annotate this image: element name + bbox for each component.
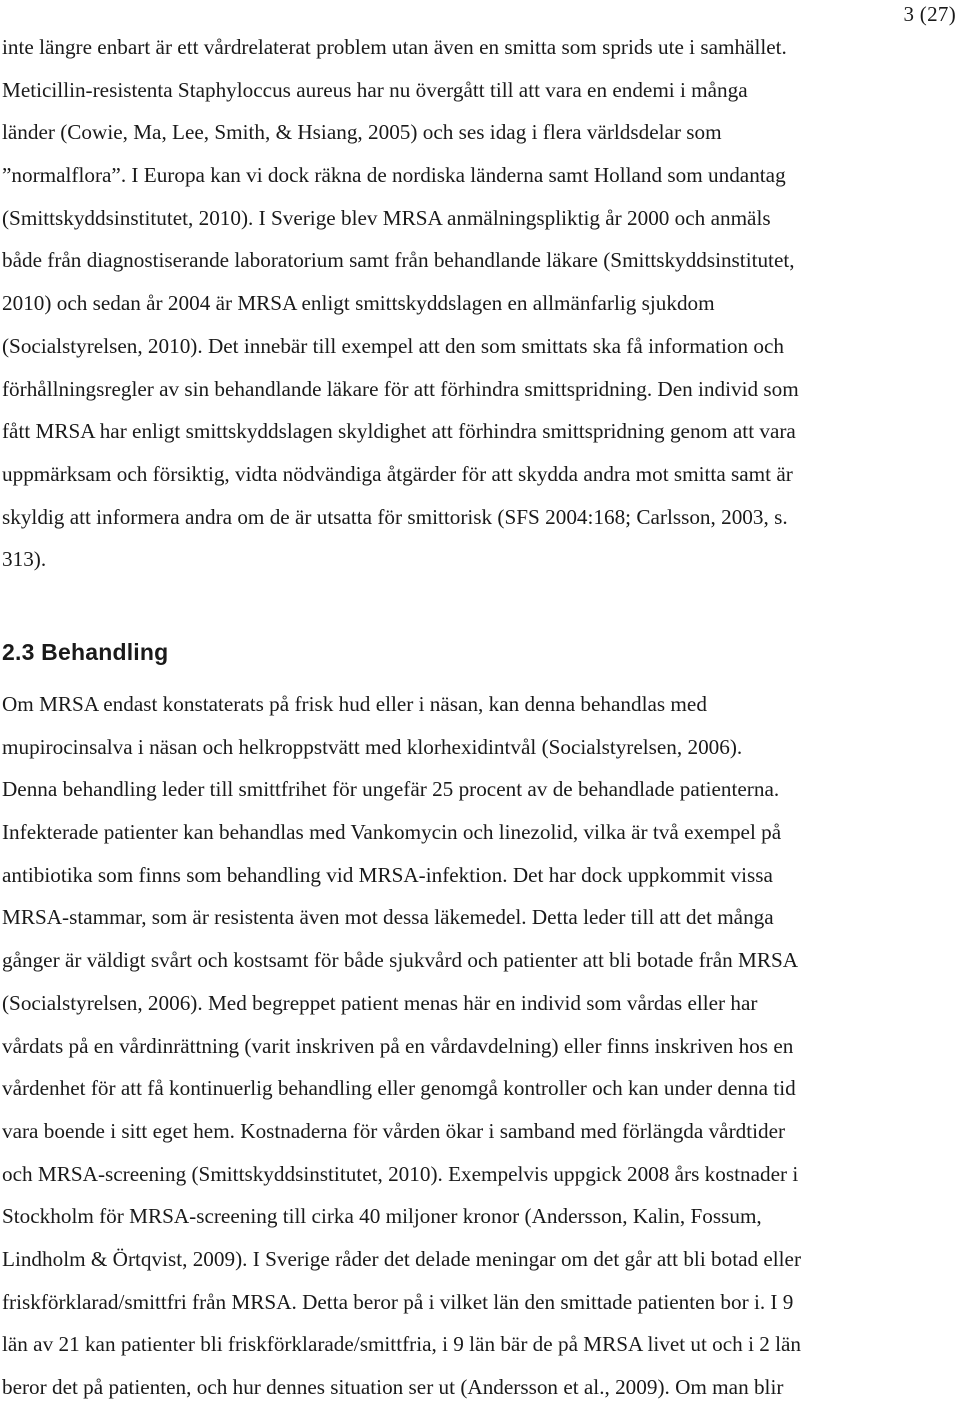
text-line: beror det på patienten, och hur dennes situation ser ut (Andersson et al., 2009). Om man blir: [2, 1375, 784, 1399]
text-line: MRSA-stammar, som är resistenta även mot dessa läkemedel. Detta leder till att det många: [2, 905, 774, 930]
section-heading: 2.3 Behandling: [2, 639, 169, 665]
text-line: län av 21 kan patienter bli friskförklarade/smittfria, i 9 län bär de på MRSA livet ut och i 2 län: [2, 1332, 802, 1357]
text-line: (Smittskyddsinstitutet, 2010). I Sverige blev MRSA anmälningspliktig år 2000 och anmäls: [2, 205, 771, 230]
paragraph-behandling: [2, 683, 956, 1409]
text-line: Lindholm & Örtqvist, 2009). I Sverige råder det delade meningar om det går att bli botad eller: [2, 1246, 802, 1271]
text-line: vårdenhet för att få kontinuerlig behandling eller genomgå kontroller och kan under denna tid: [2, 1076, 796, 1101]
text-line: Infekterade patienter kan behandlas med Vankomycin och linezolid, vilka är två exempel på: [2, 820, 782, 845]
text-line: Om MRSA endast konstaterats på frisk hud eller i näsan, kan denna behandlas med: [2, 692, 707, 716]
text-line: skyldig att informera andra om de är utsatta för smittorisk (SFS 2004:168; Carlsson, 2003, s.: [2, 504, 788, 529]
text-line: ”normalflora”. I Europa kan vi dock räkna de nordiska länderna samt Holland som undantag: [2, 163, 786, 188]
text-line: (Socialstyrelsen, 2006). Med begreppet patient menas här en individ som vårdas eller har: [2, 990, 758, 1015]
text-line: gånger är väldigt svårt och kostsamt för både sjukvård och patienter att bli botade från MRSA: [2, 948, 799, 973]
text-line: (Socialstyrelsen, 2010). Det innebär till exempel att den som smittats ska få information och: [2, 333, 784, 358]
text-line: Denna behandling leder till smittfrihet för ungefär 25 procent av de behandlade patienterna.: [2, 777, 780, 802]
text-line: förhållningsregler av sin behandlande läkare för att förhindra smittspridning. Den individ som: [2, 376, 799, 401]
text-line: länder (Cowie, Ma, Lee, Smith, & Hsiang, 2005) och ses idag i flera världsdelar som: [2, 120, 722, 145]
text-line: antibiotika som finns som behandling vid MRSA-infektion. Det har dock uppkommit vissa: [2, 862, 773, 887]
text-line: 2010) och sedan år 2004 är MRSA enligt smittskyddslagen en allmänfarlig sjukdom: [2, 291, 715, 316]
text-line: fått MRSA har enligt smittskyddslagen skyldighet att förhindra smittspridning genom att vara: [2, 419, 796, 444]
page-number: 3 (27): [903, 2, 956, 26]
text-line: friskförklarad/smittfri från MRSA. Detta beror på i vilket län den smittade patienten bor i. I 9: [2, 1289, 794, 1314]
text-line: inte längre enbart är ett vårdrelaterat problem utan även en smitta som sprids ute i samhället.: [2, 35, 787, 59]
text-line: Meticillin-resistenta Staphyloccus aureus har nu övergått till att vara en endemi i många: [2, 77, 748, 102]
text-line: mupirocinsalva i näsan och helkroppstvätt med klorhexidintvål (Socialstyrelsen, 2006).: [2, 734, 743, 759]
text-line: vårdats på en vårdinrättning (varit inskriven på en vårdavdelning) eller finns inskriven hos en: [2, 1033, 794, 1058]
text-line: uppmärksam och försiktig, vidta nödvändiga åtgärder för att skydda andra mot smitta samt är: [2, 461, 793, 486]
paragraph-continuation: [2, 26, 956, 581]
text-line: och MRSA-screening (Smittskyddsinstitutet, 2010). Exempelvis uppgick 2008 års kostnader i: [2, 1161, 799, 1186]
text-line: vara boende i sitt eget hem. Kostnaderna för vården ökar i samband med förlängda vårdtider: [2, 1118, 786, 1143]
text-line: 313).: [2, 547, 47, 572]
text-line: Stockholm för MRSA-screening till cirka 40 miljoner kronor (Andersson, Kalin, Fossum,: [2, 1204, 762, 1229]
text-line: både från diagnostiserande laboratorium samt från behandlande läkare (Smittskyddsinstitutet,: [2, 248, 795, 273]
